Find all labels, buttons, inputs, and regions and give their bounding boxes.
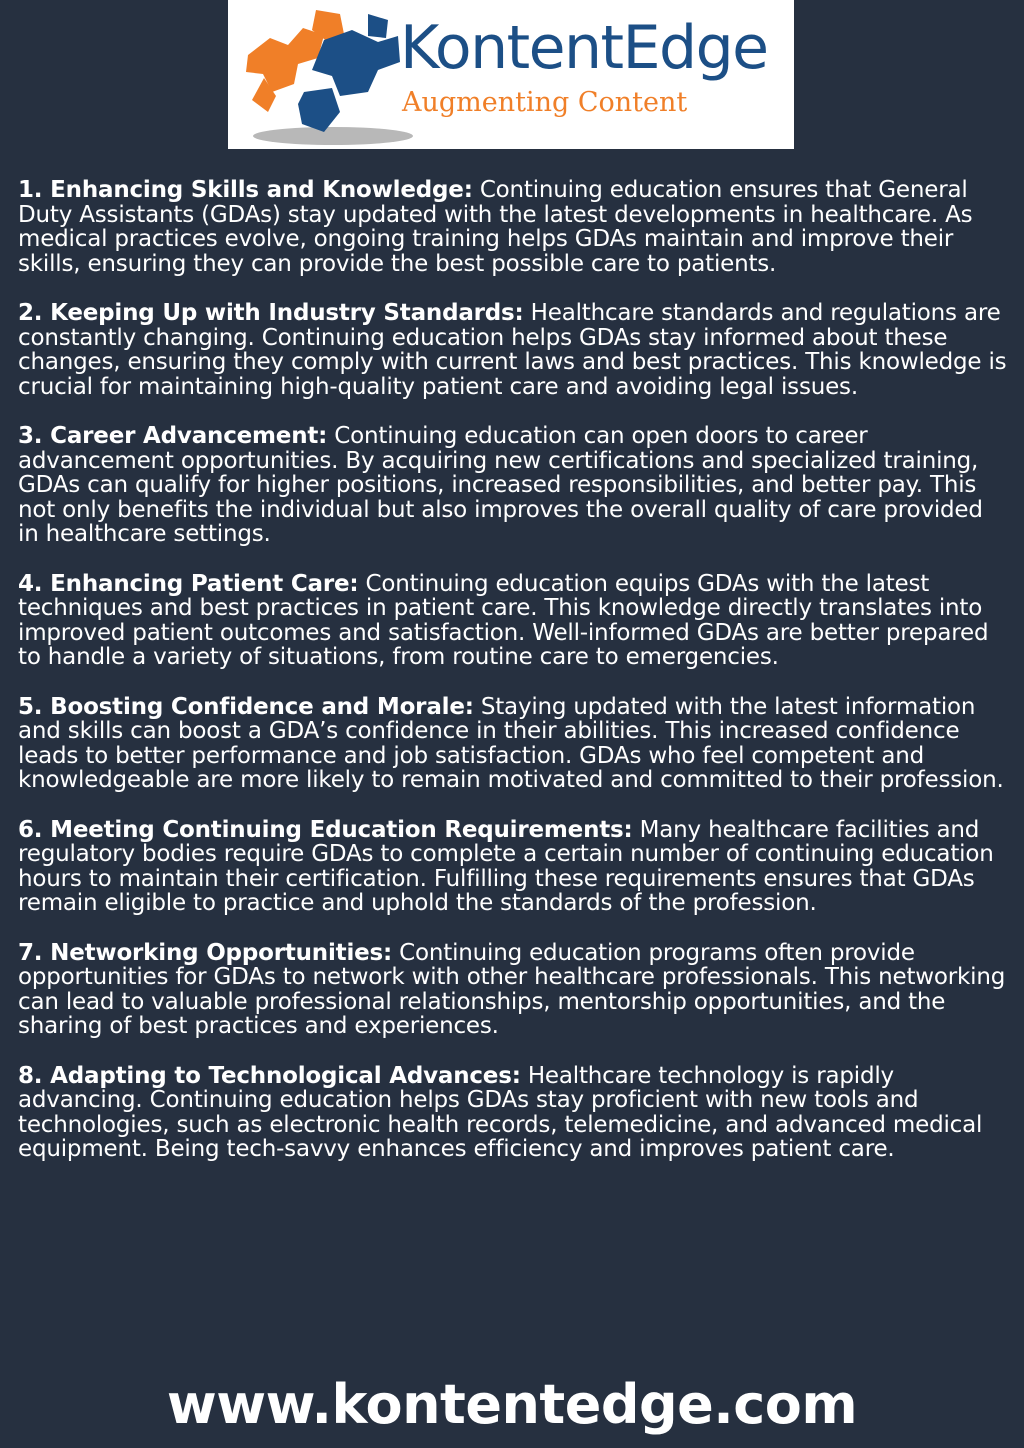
point-industry-standards	[18, 301, 1008, 399]
point-heading: 3. Career Advancement:	[18, 423, 328, 449]
point-patient-care	[18, 572, 1008, 670]
logo-banner	[228, 0, 794, 149]
point-heading: 6. Meeting Continuing Education Requirements:	[18, 816, 633, 843]
point-skills-knowledge	[18, 178, 1008, 276]
point-heading: 2. Keeping Up with Industry Standards:	[18, 300, 524, 326]
point-networking	[18, 941, 1008, 1039]
point-confidence-morale	[18, 695, 1008, 793]
points-list	[18, 178, 1008, 1187]
point-body: Continuing education programs often provide opportunities for GDAs to network with other healthcare professionals. This networking can lead to valuable professional relationships, mentorship opportunities, and the sharing of best practices and experiences.	[18, 939, 1006, 1039]
point-heading: 4. Enhancing Patient Care:	[18, 570, 359, 597]
point-body: Many healthcare facilities and regulatory bodies require GDAs to complete a certain number of continuing education hours to maintain their certification. Fulfilling these requirements ensures that GDAs remain eligible to practice and uphold the standards of the profession.	[18, 816, 994, 916]
puzzle-molecule-logo-icon	[228, 0, 428, 149]
website-url: www.kontentedge.com	[166, 1373, 858, 1436]
point-body: Continuing education can open doors to career advancement opportunities. By acquiring new certifications and specialized training, GDAs can qualify for higher positions, increased responsibilities, and better pay. This not only benefits the individual but also improves the overall quality of care provided in healthcare settings.	[18, 423, 983, 547]
point-body: Staying updated with the latest information and skills can boost a GDA’s confidence in their abilities. This increased confidence leads to better performance and job satisfaction. GDAs who feel competent and knowledgeable are more likely to remain motivated and committed to their profession.	[18, 693, 1004, 793]
point-technological-advances	[18, 1064, 1008, 1162]
brand-tagline: Augmenting Content	[402, 87, 688, 118]
point-education-requirements	[18, 818, 1008, 916]
point-career-advancement	[18, 424, 1008, 547]
point-heading: 8. Adapting to Technological Advances:	[18, 1062, 521, 1089]
point-heading: 7. Networking Opportunities:	[18, 939, 393, 966]
point-body: Continuing education ensures that General Duty Assistants (GDAs) stay updated with the latest developments in healthcare. As medical practices evolve, ongoing training helps GDAs maintain and improve their skills, ensuring they can provide the best possible care to patients.	[18, 177, 973, 277]
point-body: Continuing education equips GDAs with the latest techniques and best practices in patient care. This knowledge directly translates into improved patient outcomes and satisfaction. Well-informed GDAs are better prepared to handle a variety of situations, from routine care to emergencies.	[18, 570, 989, 670]
point-body: Healthcare technology is rapidly advancing. Continuing education helps GDAs stay proficient with new tools and technologies, such as electronic health records, telemedicine, and advanced medical equipment. Being tech-savvy enhances efficiency and improves patient care.	[18, 1062, 983, 1162]
brand-name: KontentEdge	[400, 13, 768, 83]
point-body: Healthcare standards and regulations are constantly changing. Continuing education helps GDAs stay informed about these changes, ensuring they comply with current laws and best practices. This knowledge is crucial for maintaining high-quality patient care and avoiding legal issues.	[18, 300, 1007, 400]
point-heading: 5. Boosting Confidence and Morale:	[18, 693, 474, 720]
point-heading: 1. Enhancing Skills and Knowledge:	[18, 177, 473, 203]
